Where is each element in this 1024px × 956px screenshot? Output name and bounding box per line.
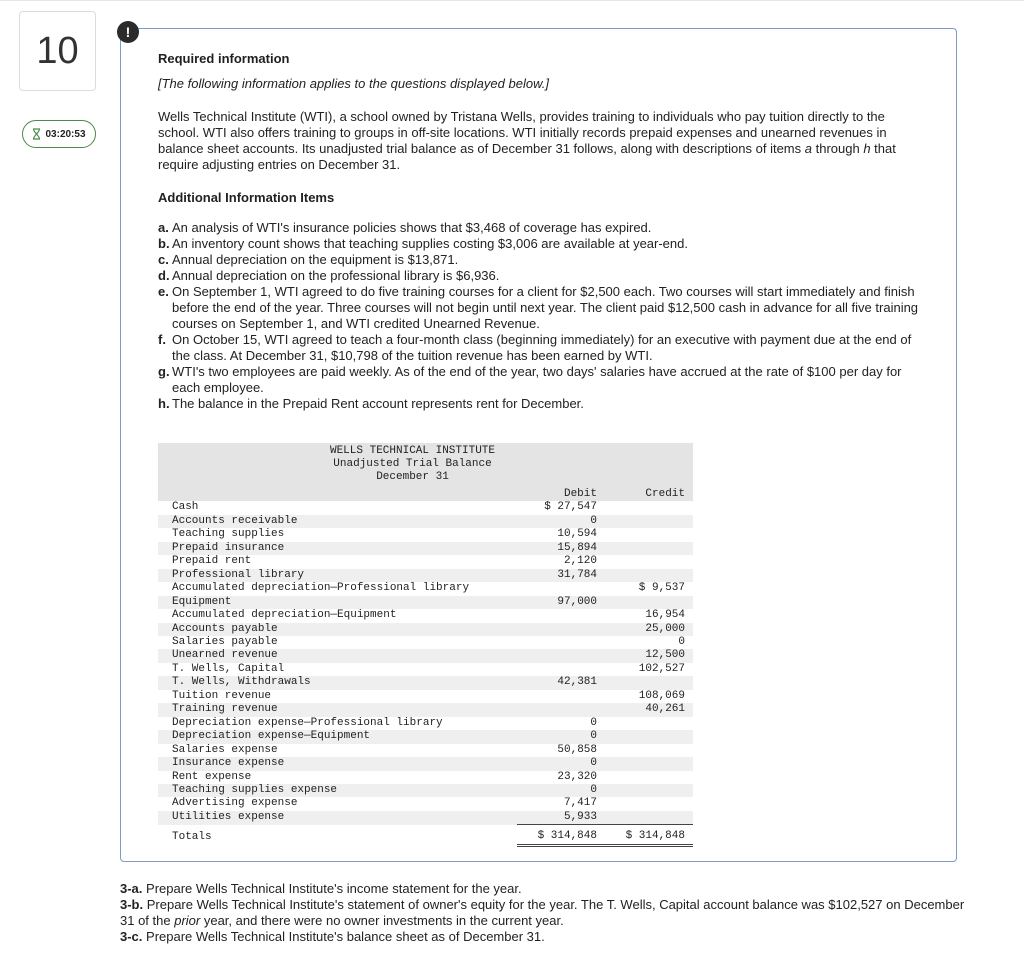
table-row: Accounts payable 25,000 xyxy=(158,623,693,636)
table-row: Equipment 97,000 xyxy=(158,596,693,609)
additional-info-list xyxy=(158,220,928,412)
table-row: T. Wells, Withdrawals 42,381 xyxy=(158,676,693,689)
info-item-e: e. On September 1, WTI agreed to do five training courses for a client for $2,500 each. Two courses will start immediately and finish before the end of the year. Three courses will not begin until next year. The client paid $12,500 cash in advance for all five training courses on September 1, and WTI credited Unearned Revenue. xyxy=(158,284,919,331)
table-row: Accounts receivable 0 xyxy=(158,515,693,528)
info-item-h: h. The balance in the Prepaid Rent account represents rent for December. xyxy=(158,396,584,411)
totals-label: Totals xyxy=(172,830,212,843)
task-3b: 3-b. Prepare Wells Technical Institute's statement of owner's equity for the year. The T. Wells, Capital account balance was $102,527 on December 31 of the prior year, and there were no owner investments in the current year. xyxy=(120,897,965,928)
table-row: Salaries payable 0 xyxy=(172,635,685,648)
table-row: Cash $ 27,547 xyxy=(172,501,597,514)
info-item-f: f. On October 15, WTI agreed to teach a four-month class (beginning immediately) for an executive with payment due at the end of the class. At December 31, $10,798 of the tuition revenue has been earned by WTI. xyxy=(158,332,912,363)
trial-balance-header xyxy=(158,443,693,488)
timer-text: 03:20:53 xyxy=(45,128,86,140)
info-item-a: a. An analysis of WTI's insurance policies shows that $3,468 of coverage has expired. xyxy=(158,220,652,235)
table-row: Professional library 31,784 xyxy=(158,569,693,582)
task-3c: 3-c. Prepare Wells Technical Institute's balance sheet as of December 31. xyxy=(120,929,545,944)
table-row: Depreciation expense—Equipment 0 xyxy=(158,730,693,743)
column-header-row xyxy=(158,488,693,501)
top-divider xyxy=(0,0,1024,1)
debit-header: Debit xyxy=(517,488,605,501)
hourglass-icon xyxy=(32,128,41,140)
table-row: Accumulated depreciation—Professional library $ 9,537 xyxy=(172,582,685,595)
required-info-panel xyxy=(120,28,957,862)
info-item-b: b. An inventory count shows that teaching supplies costing $3,006 are available at year-end. xyxy=(158,236,688,251)
info-item-d: d. Annual depreciation on the professional library is $6,936. xyxy=(158,268,500,283)
timer-badge[interactable] xyxy=(22,120,96,148)
credit-header: Credit xyxy=(605,488,693,501)
table-row: T. Wells, Capital 102,527 xyxy=(172,662,685,675)
info-item-c: c. Annual depreciation on the equipment is $13,871. xyxy=(158,252,459,267)
table-row: Utilities expense 5,933 xyxy=(158,811,693,825)
table-row: Tuition revenue 108,069 xyxy=(172,689,685,702)
table-row: Accumulated depreciation—Equipment 16,954 xyxy=(172,609,685,622)
table-row: Teaching supplies expense 0 xyxy=(158,784,693,797)
total-debit: $ 314,848 xyxy=(517,825,605,845)
total-credit: $ 314,848 xyxy=(605,825,693,845)
table-row: Prepaid insurance 15,894 xyxy=(158,542,693,555)
table-row: Rent expense 23,320 xyxy=(172,770,597,783)
required-info-note: [The following information applies to the questions displayed below.] xyxy=(158,76,549,91)
table-row: Teaching supplies 10,594 xyxy=(172,528,597,541)
trial-balance-table xyxy=(158,443,693,847)
table-row: Prepaid rent 2,120 xyxy=(172,555,597,568)
info-item-g: g. WTI's two employees are paid weekly. As of the end of the year, two days' salaries have accrued at the rate of $100 per day for each employee. xyxy=(158,364,902,395)
statement-date: December 31 xyxy=(376,471,449,483)
totals-row xyxy=(158,825,693,845)
alert-icon: ! xyxy=(117,21,139,43)
additional-info-title: Additional Information Items xyxy=(158,190,335,205)
table-row: Training revenue 40,261 xyxy=(158,703,693,716)
task-instructions xyxy=(120,881,970,945)
statement-title: Unadjusted Trial Balance xyxy=(333,458,492,470)
table-row: Advertising expense 7,417 xyxy=(172,797,597,810)
required-info-title: Required information xyxy=(158,51,290,66)
table-row: Depreciation expense—Professional library 0 xyxy=(172,716,597,729)
company-name: WELLS TECHNICAL INSTITUTE xyxy=(329,445,496,457)
task-3a: 3-a. Prepare Wells Technical Institute's income statement for the year. xyxy=(120,881,522,896)
table-row: Unearned revenue 12,500 xyxy=(158,649,693,662)
table-row: Salaries expense 50,858 xyxy=(172,743,597,756)
table-row: Insurance expense 0 xyxy=(158,757,693,770)
question-number[interactable]: 10 xyxy=(19,11,96,91)
required-info-description: Wells Technical Institute (WTI), a school owned by Tristana Wells, provides training to individuals who pay tuition directly to the school. WTI also offers training to groups in off-site locations. WTI initially records prepaid expenses and unearned revenues in balance sheet accounts. Its unadjusted trial balance as of December 31 follows, along with descriptions of items a through h that require adjusting entries on December 31. xyxy=(158,109,896,172)
